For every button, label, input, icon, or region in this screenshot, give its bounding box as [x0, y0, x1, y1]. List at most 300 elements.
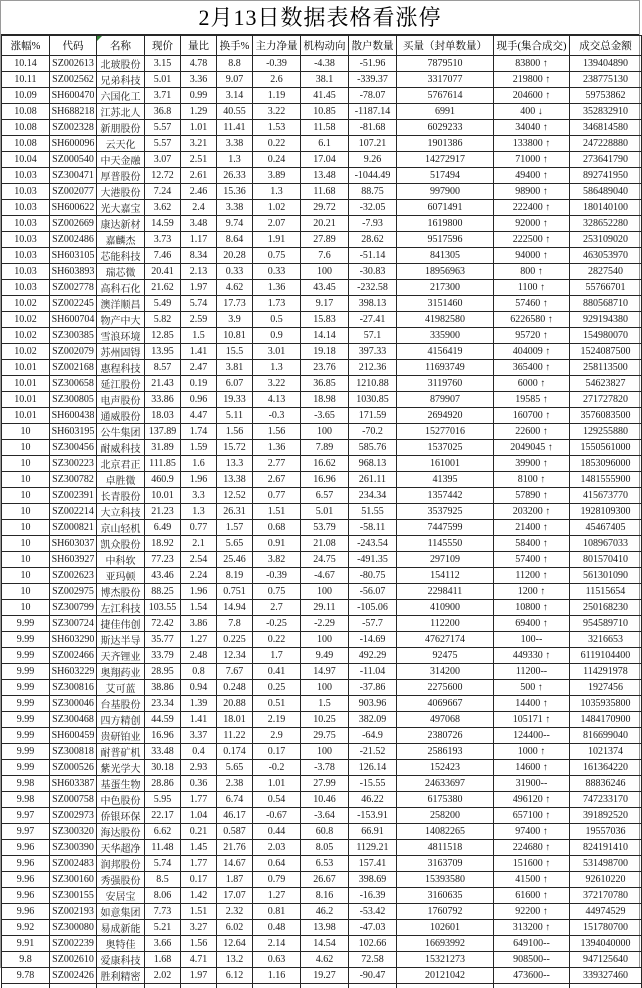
- cell: 9.17: [301, 296, 349, 312]
- cell: 463053970: [570, 248, 642, 264]
- cell: 3.82: [253, 552, 301, 568]
- cell: 46.22: [349, 792, 397, 808]
- cell: 4.13: [253, 392, 301, 408]
- cell: 9.96: [2, 872, 50, 888]
- cell: 100: [301, 264, 349, 280]
- table-row: [2, 840, 642, 856]
- cell: 10.01: [2, 408, 50, 424]
- table-row: [2, 952, 642, 968]
- cell: 2298411: [397, 584, 494, 600]
- cell: SZ002486: [50, 232, 97, 248]
- table-row: [2, 248, 642, 264]
- table-row: [2, 264, 642, 280]
- cell: 5.21: [145, 920, 181, 936]
- cell: -51.14: [349, 248, 397, 264]
- cell: 22.17: [145, 808, 181, 824]
- cell: 954589710: [570, 616, 642, 632]
- cell: -70.2: [349, 424, 397, 440]
- cell: 18.01: [217, 712, 253, 728]
- table-row: [2, 776, 642, 792]
- cell: 382.09: [349, 712, 397, 728]
- cell: 1.17: [181, 232, 217, 248]
- cell: -15.55: [349, 776, 397, 792]
- cell: 21.23: [145, 504, 181, 520]
- cell: 365400 ↑: [494, 360, 570, 376]
- cell: 1.41: [181, 344, 217, 360]
- cell: 297109: [397, 552, 494, 568]
- cell: 3.48: [181, 216, 217, 232]
- cell: 大港股份: [97, 184, 145, 200]
- cell: 6071491: [397, 200, 494, 216]
- cell: 352832910: [570, 104, 642, 120]
- cell: 129255880: [570, 424, 642, 440]
- cell: 9.74: [217, 216, 253, 232]
- cell: 879907: [397, 392, 494, 408]
- cell: 19.33: [217, 392, 253, 408]
- cell: 133800 ↑: [494, 136, 570, 152]
- cell: 0.21: [181, 824, 217, 840]
- cell: 六国化工: [97, 88, 145, 104]
- cell: 0.248: [217, 680, 253, 696]
- cell: 10: [2, 472, 50, 488]
- cell: 0.48: [253, 920, 301, 936]
- cell: 芯能科技: [97, 248, 145, 264]
- cell: 1210.88: [349, 376, 397, 392]
- cell: -4.38: [301, 56, 349, 72]
- column-header-5: 换手%: [217, 36, 253, 56]
- cell: 23.34: [145, 696, 181, 712]
- cell: 24.75: [301, 552, 349, 568]
- table-row: [2, 568, 642, 584]
- cell: 卓胜微: [97, 472, 145, 488]
- cell: SZ300385: [50, 328, 97, 344]
- cell: 3.3: [181, 488, 217, 504]
- cell: 6175380: [397, 792, 494, 808]
- cell: 江苏北人: [97, 104, 145, 120]
- cell: 234.34: [349, 488, 397, 504]
- cell: SZ300080: [50, 920, 97, 936]
- cell: 908500--: [494, 952, 570, 968]
- table-row: [2, 744, 642, 760]
- cell: 0.44: [253, 824, 301, 840]
- cell: 0.41: [253, 664, 301, 680]
- cell: -2.29: [301, 616, 349, 632]
- cell: SZ300724: [50, 616, 97, 632]
- cell: 154112: [397, 568, 494, 584]
- cell: 9.97: [2, 808, 50, 824]
- cell: -53.42: [349, 904, 397, 920]
- cell: 6119104400: [570, 648, 642, 664]
- cell: 斯达半导: [97, 632, 145, 648]
- cell: 2.02: [145, 968, 181, 984]
- cell: 841305: [397, 248, 494, 264]
- cell: 5.57: [145, 136, 181, 152]
- cell: -3.78: [301, 760, 349, 776]
- cell: 10: [2, 504, 50, 520]
- table-row: [2, 232, 642, 248]
- cell: -80.75: [349, 568, 397, 584]
- cell: 20.88: [217, 696, 253, 712]
- cell: 5.74: [145, 856, 181, 872]
- page-title: 2月13日数据表格看涨停: [1, 0, 639, 35]
- cell: 0.225: [217, 632, 253, 648]
- cell: SZ000821: [50, 520, 97, 536]
- cell: 0.751: [217, 584, 253, 600]
- cell: SH603105: [50, 248, 97, 264]
- cell: 247228880: [570, 136, 642, 152]
- cell: 747233170: [570, 792, 642, 808]
- cell: 1.01: [181, 120, 217, 136]
- cell: SH600096: [50, 136, 97, 152]
- cell: 25.46: [217, 552, 253, 568]
- cell: 400 ↓: [494, 104, 570, 120]
- cell: 15321273: [397, 952, 494, 968]
- cell: 0.68: [253, 520, 301, 536]
- cell: 2.4: [181, 200, 217, 216]
- cell: -30.83: [349, 264, 397, 280]
- cell: 72.58: [349, 952, 397, 968]
- cell: 3163709: [397, 856, 494, 872]
- cell: 7.8: [217, 616, 253, 632]
- cell: 517494: [397, 168, 494, 184]
- cell: 2049045 ↑: [494, 440, 570, 456]
- cell: SZ002168: [50, 360, 97, 376]
- cell: 1.56: [181, 936, 217, 952]
- table-row: [2, 584, 642, 600]
- cell: 2.32: [217, 904, 253, 920]
- cell: 14.67: [217, 856, 253, 872]
- cell: 1.51: [253, 504, 301, 520]
- cell: 3.73: [145, 232, 181, 248]
- cell: 8.05: [301, 840, 349, 856]
- cell: 496120 ↑: [494, 792, 570, 808]
- cell: 83800 ↑: [494, 56, 570, 72]
- cell: -3.65: [301, 408, 349, 424]
- cell: 1000 ↑: [494, 744, 570, 760]
- cell: 10.03: [2, 280, 50, 296]
- cell: 9.78: [2, 968, 50, 984]
- cell: 9.96: [2, 856, 50, 872]
- cell: SZ002239: [50, 936, 97, 952]
- table-row: [2, 72, 642, 88]
- cell: 1928109300: [570, 504, 642, 520]
- cell: 1.16: [253, 968, 301, 984]
- cell: -64.9: [349, 728, 397, 744]
- cell: 968.13: [349, 456, 397, 472]
- cell: 康达新材: [97, 216, 145, 232]
- table-row: [2, 440, 642, 456]
- cell: -14.69: [349, 632, 397, 648]
- cell: 313200 ↑: [494, 920, 570, 936]
- cell: 151600 ↑: [494, 856, 570, 872]
- cell: [397, 984, 494, 988]
- table-row: [2, 424, 642, 440]
- table-row: [2, 536, 642, 552]
- cell: 10.01: [2, 376, 50, 392]
- cell: 9.98: [2, 776, 50, 792]
- cell: 15393580: [397, 872, 494, 888]
- cell: 9.99: [2, 616, 50, 632]
- cell: 5.11: [217, 408, 253, 424]
- cell: 1.97: [181, 280, 217, 296]
- cell: 6991: [397, 104, 494, 120]
- column-header-11: 成交总金额: [570, 36, 642, 56]
- cell: 44974529: [570, 904, 642, 920]
- cell: 中天金融: [97, 152, 145, 168]
- cell: 46.2: [301, 904, 349, 920]
- cell: SZ000540: [50, 152, 97, 168]
- cell: 延江股份: [97, 376, 145, 392]
- cell: SH603195: [50, 424, 97, 440]
- cell: 11200--: [494, 664, 570, 680]
- cell: SZ002193: [50, 904, 97, 920]
- cell: 7447599: [397, 520, 494, 536]
- cell: 7.6: [301, 248, 349, 264]
- table-row: [2, 520, 642, 536]
- cell: 151780700: [570, 920, 642, 936]
- cell: 36.8: [145, 104, 181, 120]
- cell: 10.03: [2, 264, 50, 280]
- cell: 10.02: [2, 312, 50, 328]
- cell: 1357442: [397, 488, 494, 504]
- cell: 1.59: [181, 440, 217, 456]
- cell: 17.07: [217, 888, 253, 904]
- cell: SH603927: [50, 552, 97, 568]
- cell: 大立科技: [97, 504, 145, 520]
- cell: 2827540: [570, 264, 642, 280]
- cell: 4.78: [181, 56, 217, 72]
- cell: 12.85: [145, 328, 181, 344]
- cell: 2.59: [181, 312, 217, 328]
- cell: 北京君正: [97, 456, 145, 472]
- cell: 天齐锂业: [97, 648, 145, 664]
- table-row: [2, 120, 642, 136]
- cell: [217, 984, 253, 988]
- cell: 14082265: [397, 824, 494, 840]
- cell: 5.65: [217, 760, 253, 776]
- cell: 安居宝: [97, 888, 145, 904]
- cell: 1.77: [181, 792, 217, 808]
- cell: 11.58: [301, 120, 349, 136]
- cell: 97400 ↑: [494, 824, 570, 840]
- table-row: [2, 152, 642, 168]
- cell: 160700 ↑: [494, 408, 570, 424]
- cell: -0.25: [253, 616, 301, 632]
- cell: SZ002214: [50, 504, 97, 520]
- cell: 71000 ↑: [494, 152, 570, 168]
- cell: 0.91: [253, 536, 301, 552]
- cell: 1.01: [253, 776, 301, 792]
- cell: 7.24: [145, 184, 181, 200]
- cell: 艾可蓝: [97, 680, 145, 696]
- cell: 111.85: [145, 456, 181, 472]
- cell: 3576083500: [570, 408, 642, 424]
- cell: SH603229: [50, 664, 97, 680]
- cell: SZ300468: [50, 712, 97, 728]
- cell: 8.34: [181, 248, 217, 264]
- cell: 13.2: [217, 952, 253, 968]
- cell: SZ300471: [50, 168, 97, 184]
- cell: SZ300805: [50, 392, 97, 408]
- cell: 5.49: [145, 296, 181, 312]
- cell: SZ300658: [50, 376, 97, 392]
- cell: 兄弟科技: [97, 72, 145, 88]
- cell: 397.33: [349, 344, 397, 360]
- cell: 12.72: [145, 168, 181, 184]
- table-row: [2, 648, 642, 664]
- cell: 1200 ↑: [494, 584, 570, 600]
- cell: 19585 ↑: [494, 392, 570, 408]
- cell: 29.75: [301, 728, 349, 744]
- cell: -57.7: [349, 616, 397, 632]
- cell: 14272917: [397, 152, 494, 168]
- cell: 0.4: [181, 744, 217, 760]
- cell: 41395: [397, 472, 494, 488]
- cell: 53.79: [301, 520, 349, 536]
- cell: 3151460: [397, 296, 494, 312]
- cell: 238775130: [570, 72, 642, 88]
- cell: 0.99: [181, 88, 217, 104]
- cell: 9.99: [2, 760, 50, 776]
- cell: 4.47: [181, 408, 217, 424]
- partial-row: [2, 984, 642, 988]
- cell: 1.91: [253, 232, 301, 248]
- table-row: [2, 88, 642, 104]
- cell: 2.7: [253, 600, 301, 616]
- cell: [349, 984, 397, 988]
- table-row: [2, 680, 642, 696]
- cell: 8100 ↑: [494, 472, 570, 488]
- cell: 2380726: [397, 728, 494, 744]
- cell: 1.74: [181, 424, 217, 440]
- cell: 800 ↑: [494, 264, 570, 280]
- cell: SH600438: [50, 408, 97, 424]
- cell: 100--: [494, 632, 570, 648]
- cell: 54623827: [570, 376, 642, 392]
- cell: 润邦股份: [97, 856, 145, 872]
- cell: [181, 984, 217, 988]
- cell: 929194380: [570, 312, 642, 328]
- cell: 如意集团: [97, 904, 145, 920]
- cell: 12.52: [217, 488, 253, 504]
- cell: 46.17: [217, 808, 253, 824]
- cell: 88.75: [349, 184, 397, 200]
- cell: 28.62: [349, 232, 397, 248]
- table-row: [2, 824, 642, 840]
- column-header-6: 主力净量: [253, 36, 301, 56]
- table-row: [2, 600, 642, 616]
- cell: 585.76: [349, 440, 397, 456]
- cell: 1.3: [217, 152, 253, 168]
- cell: 海达股份: [97, 824, 145, 840]
- cell: SZ000526: [50, 760, 97, 776]
- table-row: [2, 200, 642, 216]
- cell: 31900--: [494, 776, 570, 792]
- cell: 1.45: [181, 840, 217, 856]
- cell: -21.52: [349, 744, 397, 760]
- cell: 爱康科技: [97, 952, 145, 968]
- cell: 0.22: [253, 136, 301, 152]
- cell: 0.96: [181, 392, 217, 408]
- cell: 1.56: [253, 424, 301, 440]
- cell: 13.48: [301, 168, 349, 184]
- cell: 8.5: [145, 872, 181, 888]
- cell: 10: [2, 520, 50, 536]
- cell: 2.6: [253, 72, 301, 88]
- cell: 1484170900: [570, 712, 642, 728]
- cell: 10: [2, 568, 50, 584]
- cell: SZ300223: [50, 456, 97, 472]
- cell: -0.3: [253, 408, 301, 424]
- cell: 41500 ↑: [494, 872, 570, 888]
- table-row: [2, 808, 642, 824]
- table-row: [2, 408, 642, 424]
- table-row: [2, 392, 642, 408]
- cell: 23.76: [301, 360, 349, 376]
- cell: 1.39: [181, 696, 217, 712]
- cell: 3.07: [145, 152, 181, 168]
- cell: 1.5: [181, 328, 217, 344]
- cell: 222400 ↑: [494, 200, 570, 216]
- cell: 13.3: [217, 456, 253, 472]
- cell: 3317077: [397, 72, 494, 88]
- cell: 奥翔药业: [97, 664, 145, 680]
- cell: SZ002973: [50, 808, 97, 824]
- cell: 7879510: [397, 56, 494, 72]
- cell: 3.71: [145, 88, 181, 104]
- cell: SZ002245: [50, 296, 97, 312]
- cell: 2.13: [181, 264, 217, 280]
- cell: 1100 ↑: [494, 280, 570, 296]
- cell: 38.86: [145, 680, 181, 696]
- cell: 光大嘉宝: [97, 200, 145, 216]
- cell: 3.22: [253, 376, 301, 392]
- cell: SZ300818: [50, 744, 97, 760]
- cell: 473600--: [494, 968, 570, 984]
- cell: 7.46: [145, 248, 181, 264]
- cell: 100: [301, 424, 349, 440]
- cell: 10.08: [2, 104, 50, 120]
- cell: 1550561000: [570, 440, 642, 456]
- cell: 0.17: [181, 872, 217, 888]
- cell: 17.04: [301, 152, 349, 168]
- cell: 2.24: [181, 568, 217, 584]
- cell: SZ300046: [50, 696, 97, 712]
- cell: [253, 984, 301, 988]
- cell: 10.04: [2, 152, 50, 168]
- cell: 217300: [397, 280, 494, 296]
- cell: 15.5: [217, 344, 253, 360]
- cell: 2.47: [181, 360, 217, 376]
- cell: SZ002391: [50, 488, 97, 504]
- cell: 1.87: [217, 872, 253, 888]
- cell: 137.89: [145, 424, 181, 440]
- cell: 21.08: [301, 536, 349, 552]
- cell: 9517596: [397, 232, 494, 248]
- cell: 20121042: [397, 968, 494, 984]
- cell: 紫光学大: [97, 760, 145, 776]
- cell: SZ000758: [50, 792, 97, 808]
- cell: -0.67: [253, 808, 301, 824]
- cell: 449330 ↑: [494, 648, 570, 664]
- cell: 2.77: [253, 456, 301, 472]
- cell: 8.16: [301, 888, 349, 904]
- cell: 10.03: [2, 248, 50, 264]
- cell: 2.14: [253, 936, 301, 952]
- cell: 497068: [397, 712, 494, 728]
- cell: 100: [301, 744, 349, 760]
- table-row: [2, 904, 642, 920]
